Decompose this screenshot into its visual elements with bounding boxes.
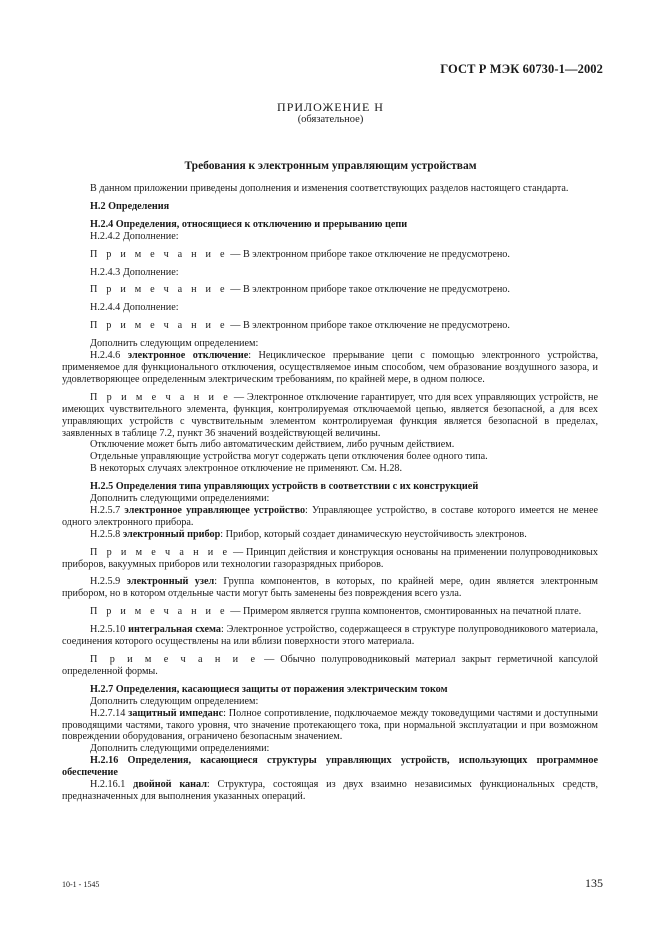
note-h243: [62, 284, 598, 296]
note-label: П р и м е ч а н и е: [90, 654, 259, 665]
clause-h244: Н.2.4.4 Дополнение:: [90, 302, 179, 314]
note-label: П р и м е ч а н и е: [90, 320, 228, 332]
note-label: П р и м е ч а н и е: [90, 606, 228, 618]
add-definition-line: Дополнить следующим определением:: [90, 338, 259, 350]
note-h246: [62, 392, 598, 440]
intro-paragraph: В данном приложении приведены дополнения и изменения соответствующих разделов настоящего стандарта.: [90, 183, 569, 194]
note-text: — В электронном приборе такое отключение не предусмотрено.: [227, 320, 510, 332]
document-code: ГОСТ Р МЭК 60730-1—2002: [440, 62, 603, 76]
section-h25-heading: Н.2.5 Определения типа управляющих устройств в соответствии с их конструкцией: [90, 481, 479, 493]
definition-text: : Прибор, который создает динамическую неустойчивость электронов.: [220, 528, 527, 540]
note-text: — В электронном приборе такое отключение не предусмотрено.: [227, 248, 510, 260]
term: электронное отключение: [127, 350, 249, 362]
note-label: П р и м е ч а н и е: [90, 391, 232, 403]
add-definitions-line: Дополнить следующими определениями:: [90, 743, 270, 755]
definition-text: : Нециклическое прерывание цепи с помощью электронного устройства, применяемое для функционального отключения, осуществляемое иным способом, чем образование воздушного зазора, и удовлетворяющее определенным электрическим требованиям, по крайней мере, в одном полюсе.: [62, 350, 599, 385]
clause-h2714: [62, 708, 598, 744]
add-definition-line: Дополнить следующим определением:: [90, 695, 259, 707]
note-h242: [62, 249, 598, 261]
clause-number: Н.2.5.9: [90, 576, 127, 588]
clause-number: Н.2.4.6: [90, 350, 128, 362]
clause-number: Н.2.5.7: [90, 504, 125, 516]
paragraph: Отключение может быть либо автоматическим действием, либо ручным действием.: [90, 439, 455, 451]
clause-h246: [62, 350, 598, 386]
clause-h259: [62, 576, 598, 600]
note-h2510: [62, 654, 598, 678]
note-text: — Примером является группа компонентов, смонтированных на печатной плате.: [227, 606, 582, 618]
note-h244: [62, 320, 598, 332]
clause-h257: [62, 505, 598, 529]
note-text: — Электронное отключение гарантирует, что для всех управляющих устройств, не имеющих чувствительного элемента, функция, контролируемая отключаемой цепью, является безопасной, а для всех управляющих устройств с чувствительным элементом контролируемая функция является безопасной в пределах, заявленных в таблице 7.2, пункт 36 значений воздействующей величины.: [62, 391, 598, 439]
section-h24-heading: Н.2.4 Определения, относящиеся к отключению и прерыванию цепи: [90, 218, 408, 230]
definition-text: : Группа компонентов, в которых, по крайней мере, один является электронным прибором, но в котором отдельные части могут быть заменены без повреждения всего узла.: [62, 576, 599, 600]
add-definitions-line: Дополнить следующими определениями:: [90, 493, 270, 505]
clause-h2161: [62, 779, 598, 803]
paragraph: Отдельные управляющие устройства могут содержать цепи отключения более одного типа.: [90, 451, 488, 463]
term: интегральная схема: [128, 624, 221, 636]
term: электронное управляющее устройство: [124, 504, 306, 516]
term: электронный прибор: [122, 528, 221, 540]
page-number: 135: [585, 876, 603, 890]
clause-number: Н.2.5.10: [90, 624, 129, 636]
definition-text: : Структура, состоящая из двух взаимно независимых функциональных средств, предназначенных для выполнения указанных операций.: [62, 779, 598, 802]
clause-h242: Н.2.4.2 Дополнение:: [90, 230, 179, 242]
document-body: [62, 183, 598, 803]
clause-number: Н.2.16.1: [90, 779, 134, 791]
clause-number: Н.2.7.14: [90, 707, 129, 719]
term: двойной канал: [133, 779, 207, 791]
definition-text: : Управляющее устройство, в составе которого имеется не менее одного электронного прибора.: [62, 504, 598, 528]
note-text: — В электронном приборе такое отключение не предусмотрено.: [227, 284, 510, 296]
annex-title: ПРИЛОЖЕНИЕ Н: [277, 100, 384, 114]
term: защитный импеданс: [128, 707, 224, 719]
section-h2-heading: Н.2 Определения: [90, 200, 170, 212]
paragraph: В некоторых случаях электронное отключение не применяют. См. Н.28.: [90, 463, 403, 475]
note-h259: [62, 606, 598, 618]
clause-h243: Н.2.4.3 Дополнение:: [90, 266, 179, 278]
definition-text: : Полное сопротивление, подключаемое между токоведущими частями и доступными проводящими частями, такого уровня, что значение протекающего тока, при нормальной эксплуатации и при возможном повреждении оборудования, ограничено безопасным значением.: [62, 707, 599, 743]
annex-status: (обязательное): [297, 114, 364, 125]
note-label: П р и м е ч а н и е: [90, 284, 228, 296]
note-text: — Принцип действия и конструкция основаны на применении полупроводниковых приборов, вакуумных приборов или технологии газоразрядных приборов.: [62, 546, 598, 570]
clause-number: Н.2.5.8: [90, 528, 123, 540]
note-label: П р и м е ч а н и е: [90, 546, 231, 558]
print-code: 10-1 - 1545: [62, 880, 100, 889]
clause-h2510: [62, 624, 598, 648]
section-h216-heading: Н.2.16 Определения, касающиеся структуры управляющих устройств, использующих программное обеспечение: [62, 755, 598, 779]
clause-h258: [62, 529, 598, 541]
definition-text: : Электронное устройство, содержащееся в структуре полупроводникового материала, соединения которого осуществлены на или вблизи поверхности этого материала.: [62, 624, 598, 648]
note-h258: [62, 547, 598, 571]
document-title: Требования к электронным управляющим устройствам: [184, 160, 477, 172]
term: электронный узел: [126, 576, 215, 588]
note-label: П р и м е ч а н и е: [90, 248, 228, 260]
section-h27-heading: Н.2.7 Определения, касающиеся защиты от поражения электрическим током: [90, 683, 448, 695]
note-text: — Обычно полупроводниковый материал закрыт герметичной капсулой определенной формы.: [62, 654, 598, 677]
